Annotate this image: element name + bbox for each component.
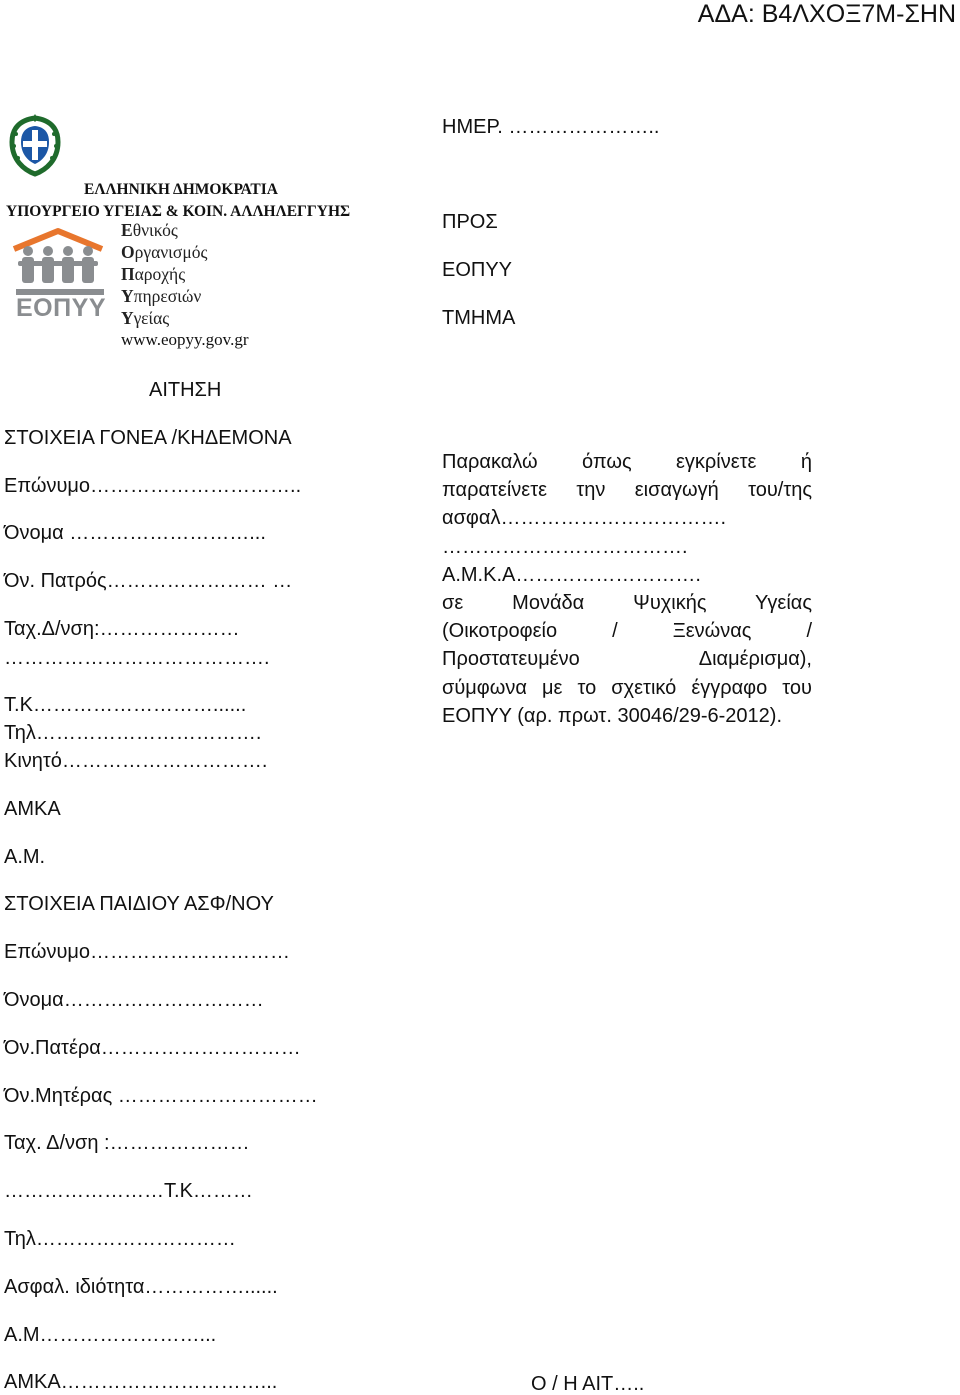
child-address-postcode-field: ……………………Τ.Κ……… [4, 1180, 253, 1202]
gov-name: ΕΛΛΗΝΙΚΗ ΔΗΜΟΚΡΑΤΙΑ [84, 181, 278, 198]
request-line: σύμφωνα με το σχετικό έγγραφο του [442, 676, 812, 699]
acronym-line: Υγείας [121, 308, 170, 328]
applicant-signature-label: Ο / Η ΑΙΤ….. [531, 1373, 645, 1395]
recipient-dept: ΤΜΗΜΑ [442, 307, 516, 329]
parent-address-field-2: …………………………………. [4, 647, 270, 669]
child-heading: ΣΤΟΙΧΕΙΑ ΠΑΙΔΙΟΥ ΑΣΦ/ΝΟΥ [4, 893, 274, 915]
eopyy-logo [6, 112, 376, 352]
acronym-line: Παροχής [121, 264, 186, 284]
child-address-field: Ταχ. Δ/νση :………………… [4, 1132, 250, 1154]
parent-surname-field: Επώνυμο………………………….. [4, 475, 302, 497]
request-paragraph [442, 448, 812, 730]
request-line: ασφαλ……………………………. [442, 507, 726, 530]
eopyy-wordmark: ΕΟΠΥΥ [16, 294, 107, 322]
acronym-line: Υπηρεσιών [121, 286, 202, 306]
child-surname-field: Επώνυμο………………………… [4, 941, 291, 963]
child-phone-field: Τηλ………………………… [4, 1228, 236, 1250]
recipient-org: ΕΟΠΥΥ [442, 259, 513, 281]
recipient-pros: ΠΡΟΣ [442, 211, 498, 233]
child-am-field: Α.Μ……………………... [4, 1324, 217, 1346]
request-line: παρατείνετε την εισαγωγή του/της [442, 479, 812, 502]
request-line: Προστατευμένο Διαμέρισμα), [442, 648, 812, 671]
parent-mobile-field: Κινητό…………………………. [4, 750, 268, 772]
request-line: ΕΟΠΥΥ (αρ. πρωτ. 30046/29-6-2012). [442, 704, 783, 727]
child-mother-field: Όν.Μητέρας ………………………… [4, 1085, 318, 1107]
child-name-field: Όνομα………………………… [4, 989, 264, 1011]
greek-coat-of-arms-icon [6, 112, 64, 178]
parent-address-field: Ταχ.Δ/νση:………………… [4, 618, 240, 640]
request-line: Παρακαλώ όπως εγκρίνετε ή [442, 451, 812, 473]
parent-heading: ΣΤΟΙΧΕΙΑ ΓΟΝΕΑ /ΚΗΔΕΜΟΝΑ [4, 427, 292, 449]
website-url: www.eopyy.gov.gr [121, 330, 249, 349]
child-insured-status-field: Ασφαλ. ιδιότητα……………...... [4, 1276, 278, 1298]
acronym-line: Οργανισμός [121, 242, 208, 262]
acronym-line: Εθνικός [121, 220, 178, 240]
child-father-field: Όν.Πατέρα………………………… [4, 1037, 301, 1059]
request-line: Α.Μ.Κ.Α………………………. [442, 563, 701, 586]
ada-code: ΑΔΑ: Β4ΛΧΟΞ7Μ-ΣΗΝ [697, 0, 956, 28]
request-line: ………………………………. [442, 535, 688, 558]
parent-am-field: Α.Μ. [4, 846, 46, 868]
document-title: ΑΙΤΗΣΗ [149, 379, 222, 401]
request-line: (Οικοτροφείο / Ξενώνας / [442, 620, 812, 643]
child-amka-field: ΑΜΚΑ…………………………... [4, 1371, 278, 1393]
request-line: σε Μονάδα Ψυχικής Υγείας [442, 592, 812, 615]
parent-amka-field: ΑΜΚΑ [4, 798, 61, 820]
ministry-name: ΥΠΟΥΡΓΕΙΟ ΥΓΕΙΑΣ & ΚΟΙΝ. ΑΛΛΗΛΕΓΓΥΗΣ [6, 203, 351, 220]
date-field: ΗΜΕΡ. ………………….. [442, 116, 660, 138]
eopyy-people-icon [10, 227, 106, 289]
parent-postcode-field: Τ.Κ………………………...... [4, 694, 247, 716]
parent-father-field: Όν. Πατρός…………………… … [4, 570, 293, 592]
parent-phone-field: Τηλ……………………………. [4, 722, 262, 744]
parent-name-field: Όνομα ………………………... [4, 522, 266, 544]
